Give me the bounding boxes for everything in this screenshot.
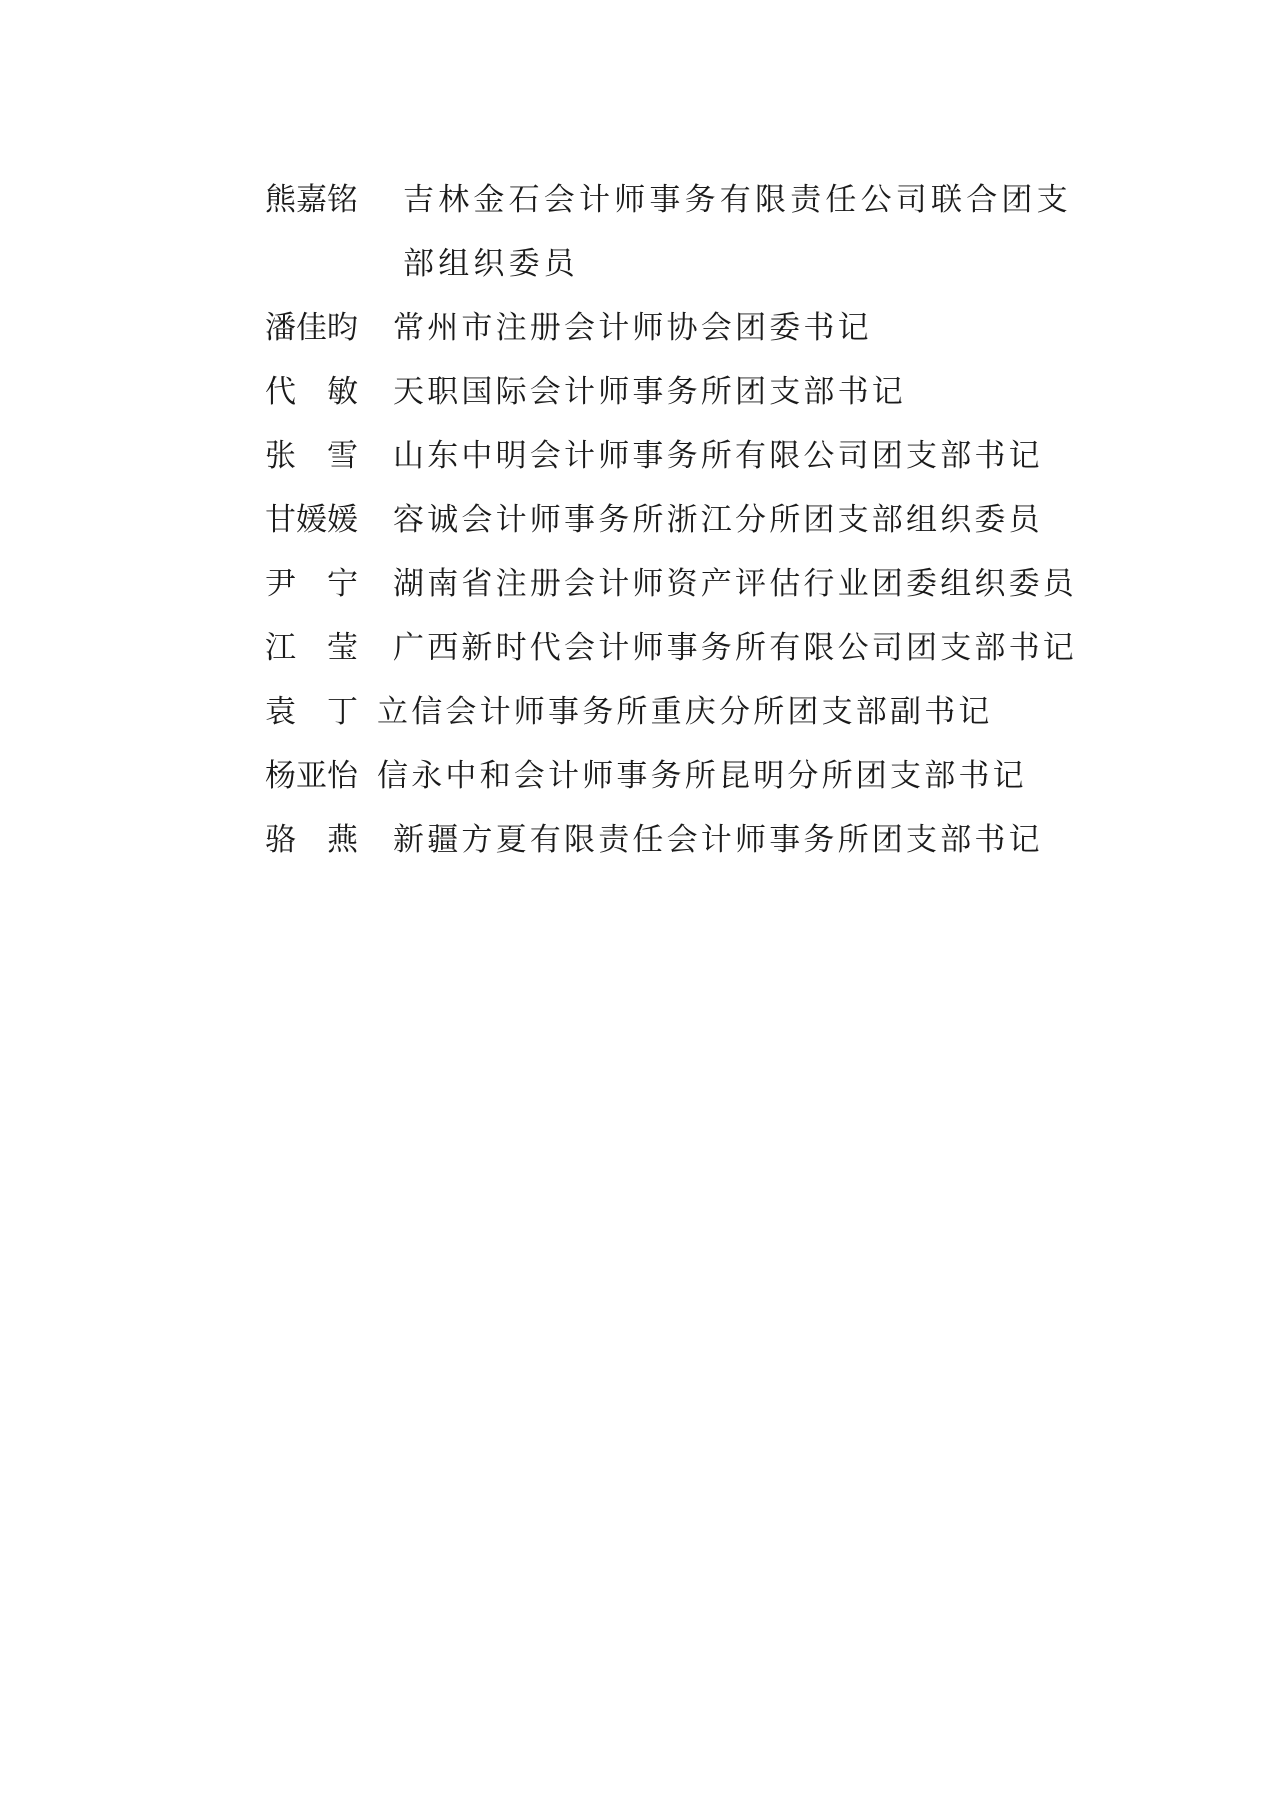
member-org: 广西新时代会计师事务所有限公司团支部书记 bbox=[393, 630, 1077, 666]
member-org: 吉林金石会计师事务有限责任公司联合团支部组织委员 bbox=[403, 182, 1072, 282]
member-org: 新疆方夏有限责任会计师事务所团支部书记 bbox=[393, 822, 1043, 858]
member-name: 熊嘉铭 bbox=[265, 182, 358, 218]
member-name: 骆 燕 bbox=[265, 822, 358, 858]
member-name: 潘佳昀 bbox=[265, 310, 358, 346]
member-name: 代 敏 bbox=[265, 374, 358, 410]
member-org: 天职国际会计师事务所团支部书记 bbox=[393, 374, 906, 410]
list-item bbox=[265, 680, 1095, 744]
member-org: 常州市注册会计师协会团委书记 bbox=[393, 310, 872, 346]
member-org: 立信会计师事务所重庆分所团支部副书记 bbox=[377, 694, 993, 730]
list-item bbox=[265, 424, 1095, 488]
member-org: 山东中明会计师事务所有限公司团支部书记 bbox=[393, 438, 1043, 474]
member-org: 信永中和会计师事务所昆明分所团支部书记 bbox=[377, 758, 1027, 794]
list-item bbox=[265, 296, 1095, 360]
list-item bbox=[265, 360, 1095, 424]
member-list bbox=[265, 168, 1095, 872]
member-name: 江 莹 bbox=[265, 630, 358, 666]
member-name: 甘媛媛 bbox=[265, 502, 358, 538]
member-name: 袁 丁 bbox=[265, 694, 358, 730]
member-name: 张 雪 bbox=[265, 438, 358, 474]
member-org: 容诚会计师事务所浙江分所团支部组织委员 bbox=[393, 502, 1043, 538]
list-item bbox=[265, 616, 1095, 680]
list-item bbox=[265, 744, 1095, 808]
member-name: 尹 宁 bbox=[265, 566, 358, 602]
list-item bbox=[265, 808, 1095, 872]
list-item bbox=[265, 488, 1095, 552]
member-org: 湖南省注册会计师资产评估行业团委组织委员 bbox=[393, 566, 1077, 602]
list-item bbox=[265, 168, 1095, 296]
list-item bbox=[265, 552, 1095, 616]
member-name: 杨亚怡 bbox=[265, 758, 358, 794]
